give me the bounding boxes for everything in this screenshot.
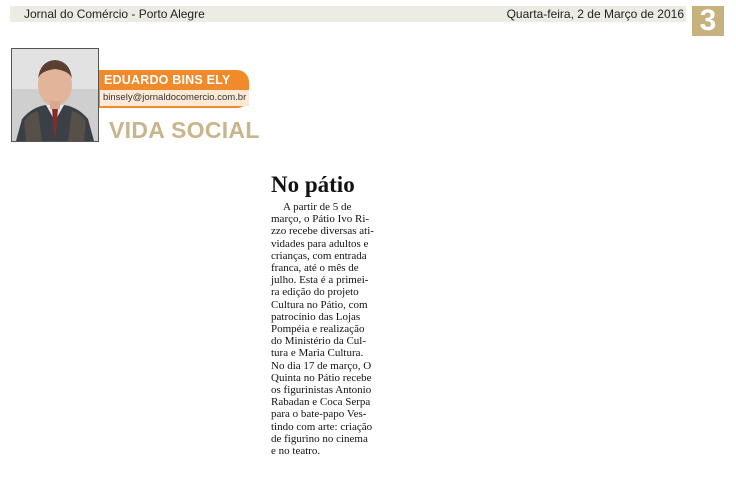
article-line: março, o Pátio Ivo Ri-: [271, 213, 370, 226]
article-line: do Ministério da Cul-: [271, 335, 367, 348]
article-line: de figurino no cinema: [271, 432, 368, 445]
article-line: os figurinistas Antonio: [271, 384, 372, 397]
columnist-photo: [11, 48, 99, 142]
article-body: [271, 201, 391, 457]
publication-name: Jornal do Comércio - Porto Alegre: [24, 7, 205, 21]
article-line: Cultura no Pátio, com: [271, 298, 368, 311]
article-line: Pompéia e realização: [271, 323, 365, 336]
article-line: para o bate-papo Ves-: [271, 408, 367, 421]
article-line: ra edição do projeto: [271, 286, 359, 299]
article-line: tindo com arte: criação: [271, 420, 373, 433]
article-line: A partir de 5 de: [283, 201, 352, 213]
portrait-icon: [12, 49, 98, 141]
article-line: e no teatro.: [271, 445, 321, 458]
article-line: crianças, com entrada: [271, 249, 367, 262]
article-line: julho. Esta é a primei-: [271, 274, 369, 287]
columnist-email[interactable]: binsely@jornaldocomercio.com.br: [100, 90, 249, 106]
article-line: Rabadan e Coca Serpa: [271, 396, 371, 409]
article-line: franca, até o mês de: [271, 262, 359, 275]
article-title: No pátio: [271, 172, 355, 197]
columnist-name: EDUARDO BINS ELY: [104, 73, 231, 87]
article-line: No dia 17 de março, O: [271, 359, 372, 372]
section-number-badge: 3: [692, 6, 724, 36]
article-line: Quinta no Pátio recebe: [271, 371, 372, 384]
issue-date: Quarta-feira, 2 de Março de 2016: [506, 7, 684, 21]
column-title: VIDA SOCIAL: [109, 117, 260, 143]
article-line: zzo recebe diversas ati-: [271, 225, 374, 238]
article-line: tura e Maria Cultura.: [271, 347, 364, 360]
article-line: vidades para adultos e: [271, 237, 369, 250]
article-line: patrocínio das Lojas: [271, 310, 361, 323]
